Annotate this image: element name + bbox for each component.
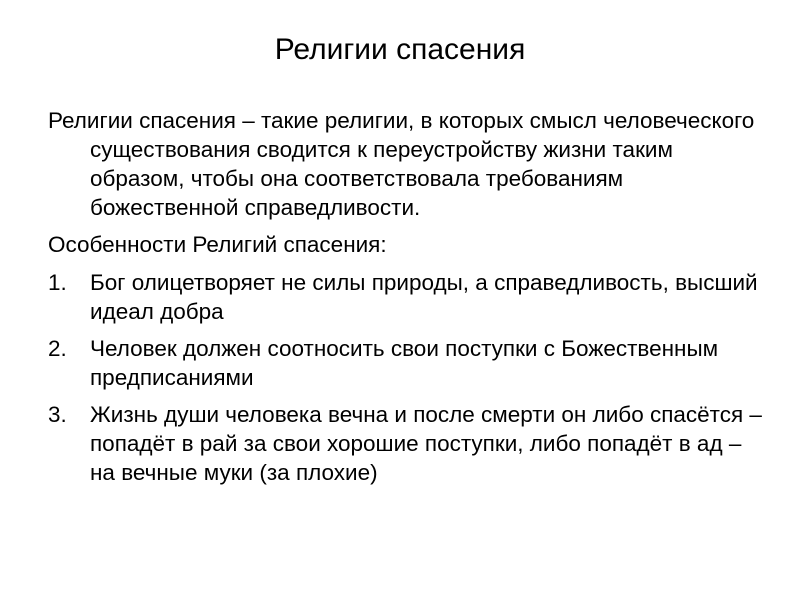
list-item-text: Жизнь души человека вечна и после смерти он либо спасётся – попадёт в рай за свои хорошие поступки, либо попадёт в ад – на вечные муки (за плохие) xyxy=(90,402,762,485)
features-list xyxy=(48,268,768,487)
features-list-item xyxy=(48,334,768,392)
definition-paragraph: Религии спасения – такие религии, в которых смысл человеческого существования сводится к переустройству жизни таким образом, чтобы она соответствовала требованиям божественной справедливости. xyxy=(48,108,755,220)
features-list-item xyxy=(48,400,768,487)
slide-title: Религии спасения xyxy=(274,33,526,66)
list-item-text: Бог олицетворяет не силы природы, а справедливость, высший идеал добра xyxy=(90,270,758,324)
list-item-number: 1. xyxy=(48,270,67,295)
features-heading: Особенности Религий спасения: xyxy=(48,232,387,257)
slide-body xyxy=(48,106,768,495)
list-item-number: 3. xyxy=(48,402,67,427)
list-item-number: 2. xyxy=(48,336,67,361)
list-item-text: Человек должен соотносить свои поступки с Божественным предписаниями xyxy=(90,336,719,390)
features-list-item xyxy=(48,268,768,326)
